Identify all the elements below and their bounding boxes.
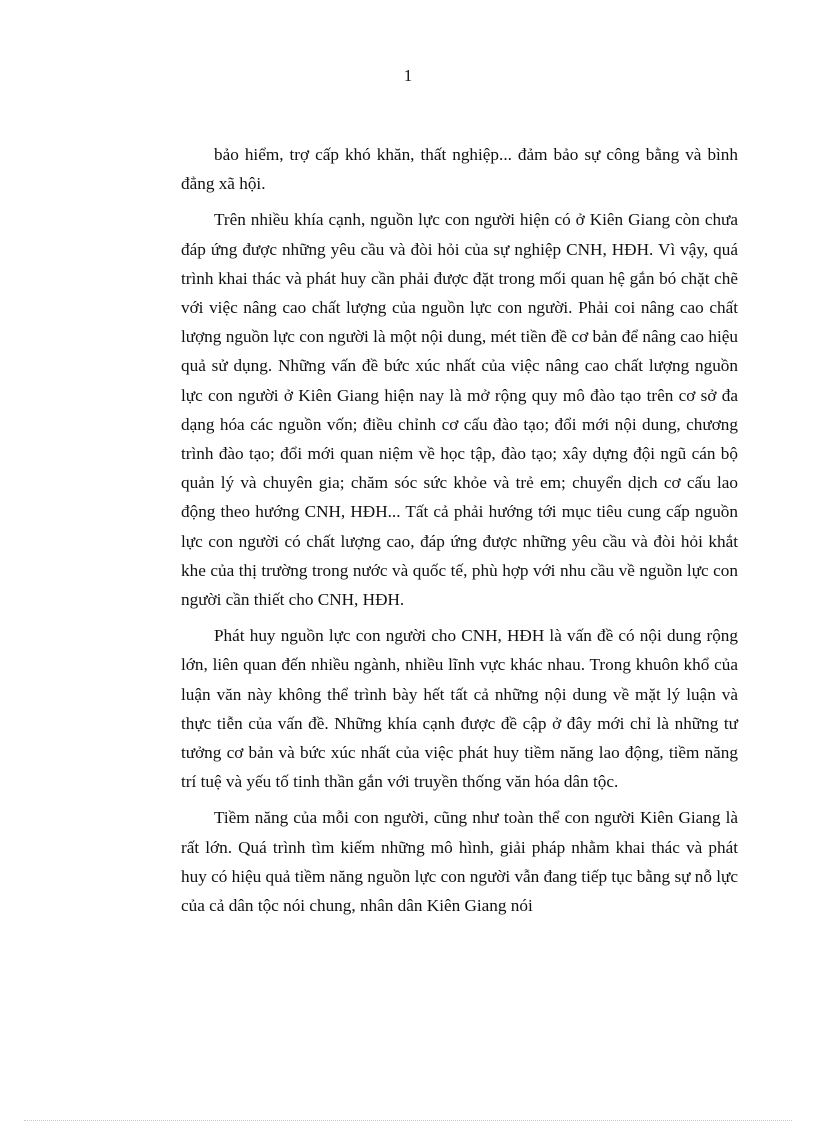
page-number: 1 xyxy=(403,66,413,85)
paragraph-resource-quality: Trên nhiều khía cạnh, nguồn lực con người hiện có ở Kiên Giang còn chưa đáp ứng được những yêu cầu và đòi hỏi của sự nghiệp CNH, HĐH. Vì vậy, quá trình khai thác và phát huy cần phải được đặt trong mối quan hệ gắn bó chặt chẽ với việc nâng cao chất lượng của nguồn lực con người. Phải coi nâng cao chất lượng nguồn lực con người là một nội dung, mét tiền đề cơ bản để nâng cao hiệu quả sử dụng. Những vấn đề bức xúc nhất của việc nâng cao chất lượng nguồn lực con người ở Kiên Giang hiện nay là mở rộng quy mô đào tạo trên cơ sở đa dạng hóa các nguồn vốn; điều chỉnh cơ cấu đào tạo; đổi mới nội dung, chương trình đào tạo; đổi mới quan niệm về học tập, đào tạo; xây dựng đội ngũ cán bộ quản lý và chuyên gia; chăm sóc sức khỏe và trẻ em; chuyển dịch cơ cấu lao động theo hướng CNH, HĐH... Tất cả phải hướng tới mục tiêu cung cấp nguồn lực con người có chất lượng cao, đáp ứng được những yêu cầu và đòi hỏi khắt khe của thị trường trong nước và quốc tế, phù hợp với nhu cầu về nguồn lực con người cần thiết cho CNH, HĐH. xyxy=(181,210,738,610)
paragraph-potential: Tiềm năng của mỗi con người, cũng như toàn thể con người Kiên Giang là rất lớn. Quá trình tìm kiếm những mô hình, giải pháp nhằm khai thác và phát huy có hiệu quả tiềm năng nguồn lực con người vẫn đang tiếp tục bằng sự nỗ lực của cả dân tộc nói chung, nhân dân Kiên Giang nói xyxy=(181,808,738,916)
page-bottom-divider xyxy=(24,1120,792,1121)
paragraph-continuation: bảo hiểm, trợ cấp khó khăn, thất nghiệp... đảm bảo sự công bằng và bình đẳng xã hội. xyxy=(181,145,738,194)
document-body xyxy=(181,140,738,927)
paragraph-scope: Phát huy nguồn lực con người cho CNH, HĐH là vấn đề có nội dung rộng lớn, liên quan đến nhiều ngành, nhiều lĩnh vực khác nhau. Trong khuôn khổ của luận văn này không thể trình bày hết tất cả những nội dung về mặt lý luận và thực tiễn của vấn đề. Những khía cạnh được đề cập ở đây mới chỉ là những tư tưởng cơ bản và bức xúc nhất của việc phát huy tiềm năng lao động, tiềm năng trí tuệ và yếu tố tinh thần gắn với truyền thống văn hóa dân tộc. xyxy=(181,626,738,792)
